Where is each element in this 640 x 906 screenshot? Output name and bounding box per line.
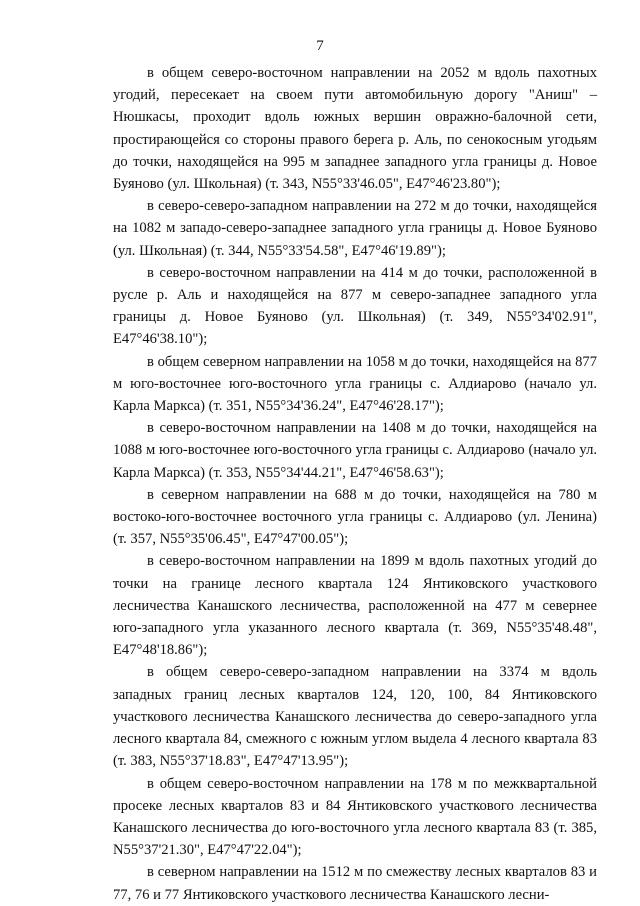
paragraph: в северо-восточном направлении на 1408 м до точки, находящейся на 1088 м юго-восточнее юго-восточного угла границы с. Алдиарово (начало ул. Карла Маркса) (т. 353, N55°34'44.21", E47°46'58.63"); (113, 420, 597, 481)
page-number: 7 (316, 38, 324, 54)
paragraph: в северном направлении на 1512 м по смежеству лесных кварталов 83 и 77, 76 и 77 Янтиковского участкового лесничества Канашского лесни- (113, 864, 597, 903)
paragraph: в северо-восточном направлении на 1899 м вдоль пахотных угодий до точки на границе лесного квартала 124 Янтиковского участкового лесничества Канашского лесничества, расположенной на 477 м севернее юго-западного угла указанного лесного квартала (т. 369, N55°35'48.48", E47°48'18.86"); (113, 553, 597, 659)
paragraph: в общем северо-северо-западном направлении на 3374 м вдоль западных границ лесных кварталов 124, 120, 100, 84 Янтиковского участкового лесничества Канашского лесничества до северо-западного угла лесного квартала 84, смежного с южным углом выдела 4 лесного квартала 83 (т. 383, N55°37'18.83", E47°47'13.95"); (113, 664, 597, 770)
paragraph: в северном направлении на 688 м до точки, находящейся на 780 м востоко-юго-восточнее восточного угла границы с. Алдиарово (ул. Ленина) (т. 357, N55°35'06.45", E47°47'00.05"); (113, 486, 597, 548)
document-body (113, 62, 597, 906)
paragraph: в общем северо-восточном направлении на 178 м по межквартальной просеке лесных кварталов 83 и 84 Янтиковского участкового лесничества Канашского лесничества до юго-восточного угла лесного квартала 83 (т. 385, N55°37'21.30", E47°47'22.04"); (113, 775, 597, 859)
paragraph: в северо-восточном направлении на 414 м до точки, расположенной в русле р. Аль и находящейся на 877 м северо-западнее западного угла границы д. Новое Буяново (ул. Школьная) (т. 349, N55°34'02.91", E47°46'38.10"); (113, 264, 597, 348)
paragraph: в общем северном направлении на 1058 м до точки, находящейся на 877 м юго-восточнее юго-восточного угла границы с. Алдиарово (начало ул. Карла Маркса) (т. 351, N55°34'36.24", E47°46'28.17"); (113, 353, 597, 415)
paragraph: в общем северо-восточном направлении на 2052 м вдоль пахотных угодий, пересекает на своем пути автомобильную дорогу "Аниш" – Нюшкасы, проходит вдоль южных вершин овражно-балочной сети, простирающейся со стороны правого берега р. Аль, по сенокосным угодьям до точки, находящейся на 995 м западнее западного угла границы д. Новое Буяново (ул. Школьная) (т. 343, N55°33'46.05", E47°46'23.80"); (113, 65, 597, 193)
paragraph: в северо-северо-западном направлении на 272 м до точки, находящейся на 1082 м западо-северо-западнее западного угла границы д. Новое Буяново (ул. Школьная) (т. 344, N55°33'54.58", E47°46'19.89"); (113, 198, 597, 259)
